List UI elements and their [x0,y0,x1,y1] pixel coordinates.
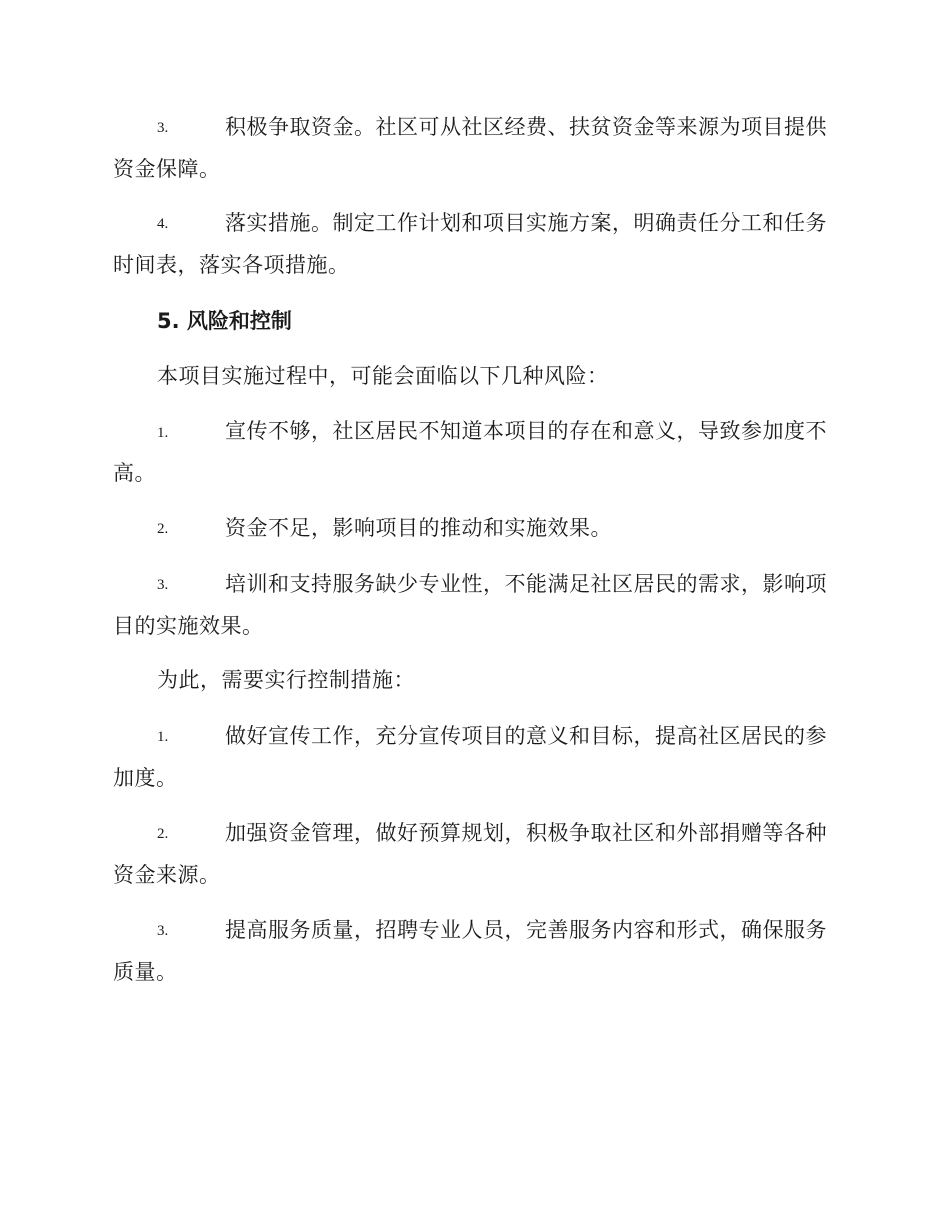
list-item-text-continued: 质量。 [113,960,178,984]
list-item-text: 做好宣传工作，充分宣传项目的意义和目标，提高社区居民的参 [225,724,827,748]
list-item-number: 3. [157,923,169,939]
section-heading: 5. 风险和控制 [157,309,292,333]
list-item-number: 3. [157,120,169,136]
list-item-number: 1. [157,729,169,745]
list-item-text: 积极争取资金。社区可从社区经费、扶贫资金等来源为项目提供 [225,115,827,139]
list-item-number: 4. [157,216,169,232]
list-item-text: 提高服务质量，招聘专业人员，完善服务内容和形式，确保服务 [225,918,827,942]
paragraph: 本项目实施过程中，可能会面临以下几种风险： [157,364,609,388]
list-item-text-continued: 时间表，落实各项措施。 [113,253,350,277]
paragraph: 为此，需要实行控制措施： [157,668,415,692]
list-item-number: 2. [157,826,169,842]
list-item-text-continued: 资金来源。 [113,863,221,887]
list-item-text: 加强资金管理，做好预算规划，积极争取社区和外部捐赠等各种 [225,821,827,845]
list-item-text: 培训和支持服务缺少专业性，不能满足社区居民的需求，影响项 [225,572,827,596]
list-item-text-continued: 资金保障。 [113,157,221,181]
list-item-text-continued: 高。 [113,461,156,485]
list-item-number: 3. [157,577,169,593]
list-item-text: 宣传不够，社区居民不知道本项目的存在和意义，导致参加度不 [225,419,827,443]
list-item-text: 资金不足，影响项目的推动和实施效果。 [225,516,612,540]
list-item-number: 1. [157,425,169,441]
list-item-text: 落实措施。制定工作计划和项目实施方案，明确责任分工和任务 [225,211,827,235]
list-item-text-continued: 目的实施效果。 [113,614,264,638]
list-item-text-continued: 加度。 [113,766,178,790]
list-item-number: 2. [157,521,169,537]
